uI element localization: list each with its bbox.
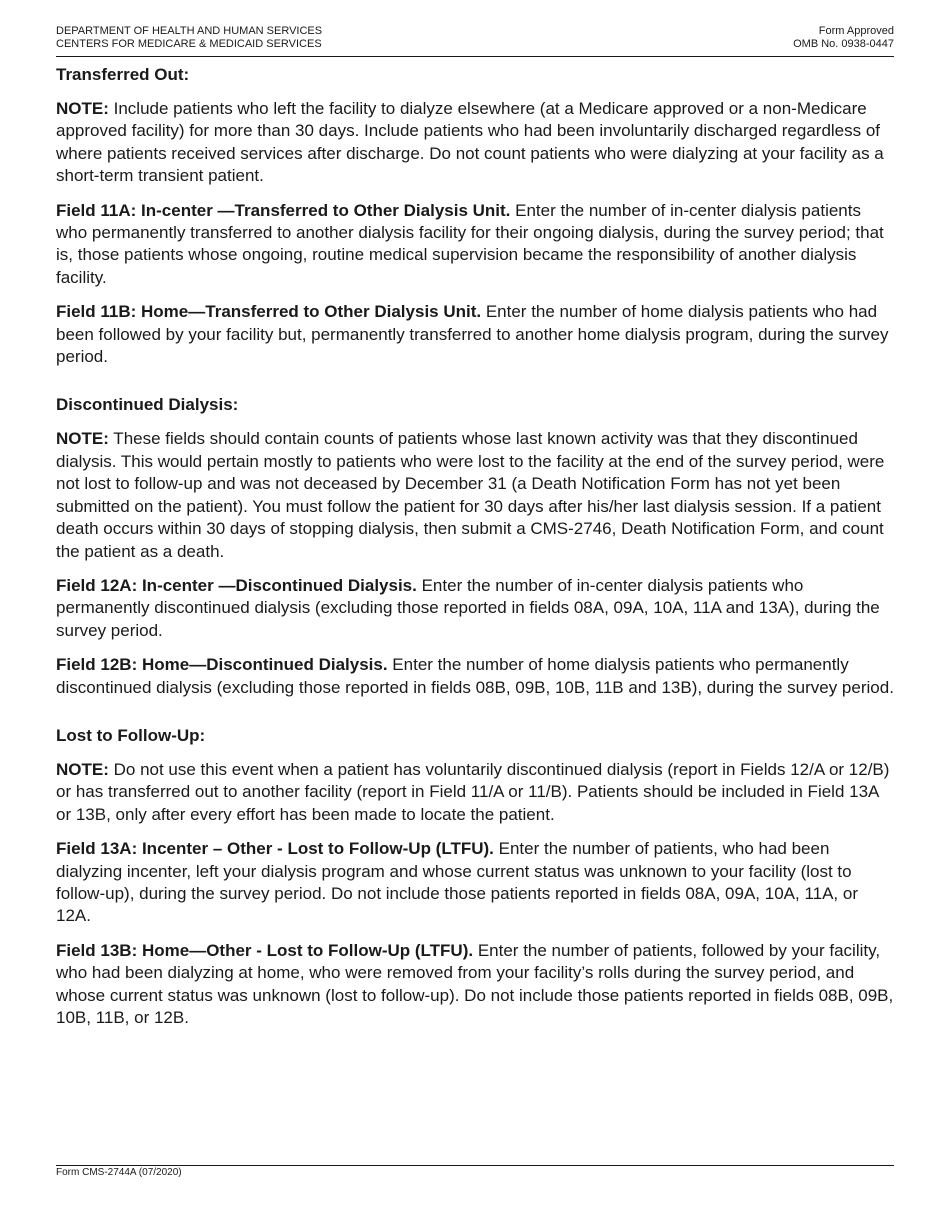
note-text: Include patients who left the facility to dialyze elsewhere (at a Medicare approved or a non-Medicare approved facility) for more than 30 days. Include patients who had been involuntarily discharged regardless of where patients received services after discharge. Do not count patients who were dialyzing at your facility as a short-term transient patient. xyxy=(56,99,884,186)
field-13b-text: Enter the number of patients, followed by your facility, who had been dialyzing at home, who were removed from your facility’s rolls during the survey period, and whose current status was unknown (lost to follow-up). Do not include those patients reported in fields 08B, 09B, 10B, 11B, or 12B. xyxy=(56,940,894,1027)
page-footer xyxy=(56,1165,894,1179)
agency-block xyxy=(56,25,322,51)
field-13a-label: Field 13A: Incenter – Other - Lost to Follow-Up (LTFU). xyxy=(56,839,494,859)
agency-line-1: DEPARTMENT OF HEALTH AND HUMAN SERVICES xyxy=(56,25,323,37)
note-transferred-out xyxy=(56,98,896,188)
field-12b-text: Enter the number of home dialysis patients who permanently discontinued dialysis (excluding those reported in fields 08B, 09B, 10B, 11B and 13B), during the survey period. xyxy=(56,655,894,697)
field-12a-instruction xyxy=(56,575,896,642)
note-text: Do not use this event when a patient has voluntarily discontinued dialysis (report in Fields 12/A or 12/B) or has transferred out to another facility (report in Field 11/A or 11/B). Patients should be included in Field 13A or 13B, only after every effort has been made to locate the patient. xyxy=(56,759,890,824)
note-text: These fields should contain counts of patients whose last known activity was that they discontinued dialysis. This would pertain mostly to patients who were lost to the facility at the end of the survey period, were not lost to follow-up and was not deceased by December 31 (a Death Notification Form has not yet been submitted on the patient). You must follow the patient for 30 days after his/her last dialysis session. If a patient death occurs within 30 days of stopping dialysis, then submit a CMS-2746, Death Notification Form, and count the patient as a death. xyxy=(56,429,885,561)
section-lost-to-follow-up xyxy=(56,725,896,1029)
agency-line-2: CENTERS FOR MEDICARE & MEDICAID SERVICES xyxy=(56,38,322,50)
field-11a-text: Enter the number of in-center dialysis patients who permanently transferred to another dialysis facility for their ongoing dialysis, during the survey period; that is, those patients whose ongoing, routine medical supervision became the responsibility of another dialysis facility. xyxy=(56,200,884,287)
field-11a-instruction xyxy=(56,200,896,290)
field-12a-label: Field 12A: In-center —Discontinued Dialysis. xyxy=(56,575,417,595)
field-12b-instruction xyxy=(56,654,896,699)
note-lost-to-follow-up xyxy=(56,759,896,826)
note-label: NOTE: xyxy=(56,429,109,449)
page-header xyxy=(56,25,894,57)
field-13b-instruction xyxy=(56,940,896,1030)
section-title-transferred-out: Transferred Out: xyxy=(56,65,190,84)
section-transferred-out xyxy=(56,64,896,368)
omb-approval-block xyxy=(793,25,894,51)
field-12a-text: Enter the number of in-center dialysis patients who permanently discontinued dialysis (excluding those reported in fields 08A, 09A, 10A, 11A and 13A), during the survey period. xyxy=(56,575,880,640)
field-11b-label: Field 11B: Home—Transferred to Other Dialysis Unit. xyxy=(56,302,482,322)
field-11b-text: Enter the number of home dialysis patients who had been followed by your facility but, permanently transferred to another home dialysis program, during the survey period. xyxy=(56,302,889,367)
note-label: NOTE: xyxy=(56,99,109,118)
note-label: NOTE: xyxy=(56,759,109,779)
omb-number: OMB No. 0938-0447 xyxy=(793,38,894,50)
field-11b-instruction xyxy=(56,301,896,368)
field-13a-text: Enter the number of patients, who had been dialyzing incenter, left your dialysis program and whose current status was unknown to your facility (lost to follow-up), during the survey period. Do not include those patients reported in fields 08A, 09A, 10A, 11A, or 12A. xyxy=(56,839,858,926)
section-title-lost-to-follow-up: Lost to Follow-Up: xyxy=(56,725,206,745)
field-11a-label: Field 11A: In-center —Transferred to Other Dialysis Unit. xyxy=(56,200,511,220)
field-13b-label: Field 13B: Home—Other - Lost to Follow-Up (LTFU). xyxy=(56,940,474,960)
note-discontinued xyxy=(56,428,896,562)
form-approved-label: Form Approved xyxy=(818,25,894,37)
field-13a-instruction xyxy=(56,838,896,928)
section-discontinued-dialysis xyxy=(56,394,896,698)
form-identifier: Form CMS-2744A (07/2020) xyxy=(56,1167,182,1178)
instructions-body xyxy=(56,64,896,1041)
field-12b-label: Field 12B: Home—Discontinued Dialysis. xyxy=(56,655,388,675)
section-title-discontinued: Discontinued Dialysis: xyxy=(56,395,239,415)
